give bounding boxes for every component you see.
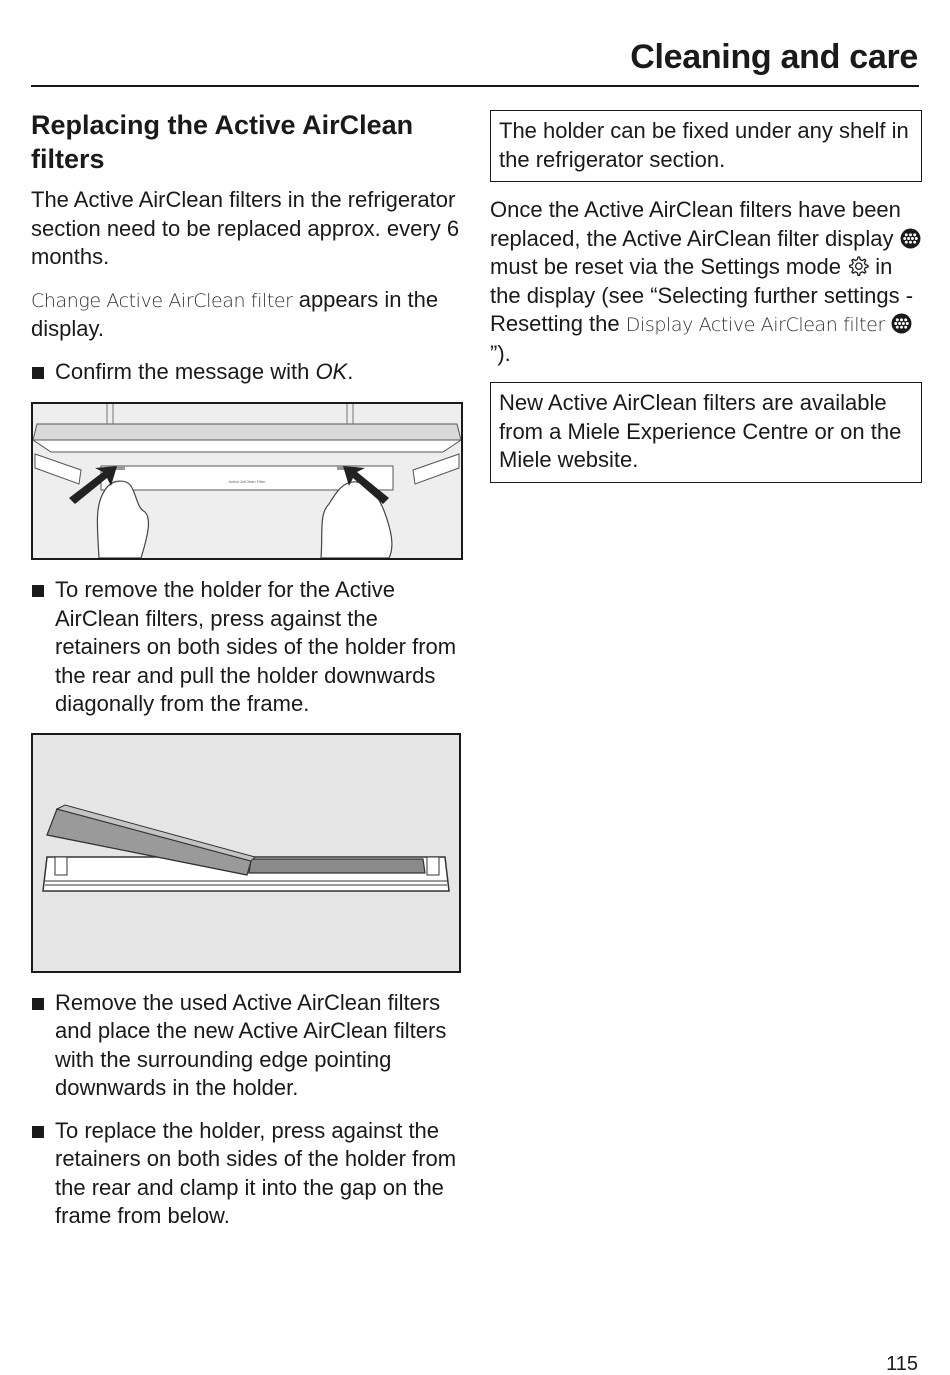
- airclean-filter-icon: [891, 313, 912, 334]
- section-title: Replacing the Active AirClean filters: [31, 110, 414, 174]
- figure-remove-holder: [31, 402, 463, 560]
- left-column: [31, 108, 463, 1245]
- note-box-availability: New Active AirClean filters are available from a Miele Experience Centre or on the Miele website.: [490, 382, 922, 483]
- reset-text-part1: Once the Active AirClean filters have been replaced, the Active AirClean filter display: [490, 197, 901, 251]
- reset-display-text: Display Active AirClean filter: [625, 314, 885, 336]
- filter-holder-illustration: [33, 735, 459, 971]
- step-text: Remove the used Active AirClean filters and place the new Active AirClean filters with the surrounding edge pointing downwards in the holder.: [55, 989, 447, 1100]
- step-remove-holder: [31, 576, 463, 719]
- bullet-square-icon: [31, 576, 55, 719]
- step-confirm-ok: [31, 358, 463, 387]
- step-text-prefix: Confirm the message with: [55, 358, 316, 384]
- page-number: 115: [886, 1353, 918, 1375]
- bullet-square-icon: [31, 989, 55, 1103]
- ok-key-label: OK: [315, 358, 348, 384]
- step-text-suffix: .: [347, 358, 354, 384]
- reset-instructions-paragraph: [490, 196, 922, 368]
- bullet-square-icon: [31, 1117, 55, 1231]
- step-replace-holder: [31, 1117, 463, 1231]
- intro-paragraph: The Active AirClean filters in the refrigerator section need to be replaced approx. every 6 months.: [31, 187, 460, 269]
- reset-text-part2: must be reset via the Settings mode: [490, 254, 848, 279]
- note-box-holder: The holder can be fixed under any shelf in the refrigerator section.: [490, 110, 922, 182]
- figure-filter-holder: [31, 733, 461, 973]
- step-text: To remove the holder for the Active AirClean filters, press against the retainers on both sides of the holder from the rear and pull the holder downwards diagonally from the frame.: [55, 577, 457, 716]
- header-divider: [31, 85, 919, 87]
- holder-removal-illustration: [33, 404, 461, 558]
- bullet-square-icon: [31, 358, 55, 387]
- gear-icon: [847, 255, 869, 277]
- display-message-paragraph: [31, 286, 463, 344]
- step-text: [55, 358, 463, 387]
- airclean-filter-icon: [900, 228, 921, 249]
- right-column: [490, 110, 922, 497]
- reset-text-part3: in the display (see “Selecting further settings - Resetting the: [490, 254, 914, 336]
- step-replace-filters: [31, 989, 463, 1103]
- step-text: To replace the holder, press against the retainers on both sides of the holder from the rear and clamp it into the gap on the frame from below.: [55, 1117, 457, 1228]
- display-message-suffix: appears in the display.: [31, 286, 439, 341]
- figure1-holder-label: Active AirClean Filter: [228, 479, 266, 484]
- page-header-title: Cleaning and care: [630, 38, 918, 76]
- display-message-text: Change Active AirClean filter: [31, 289, 293, 312]
- reset-text-part4: ”).: [490, 340, 511, 366]
